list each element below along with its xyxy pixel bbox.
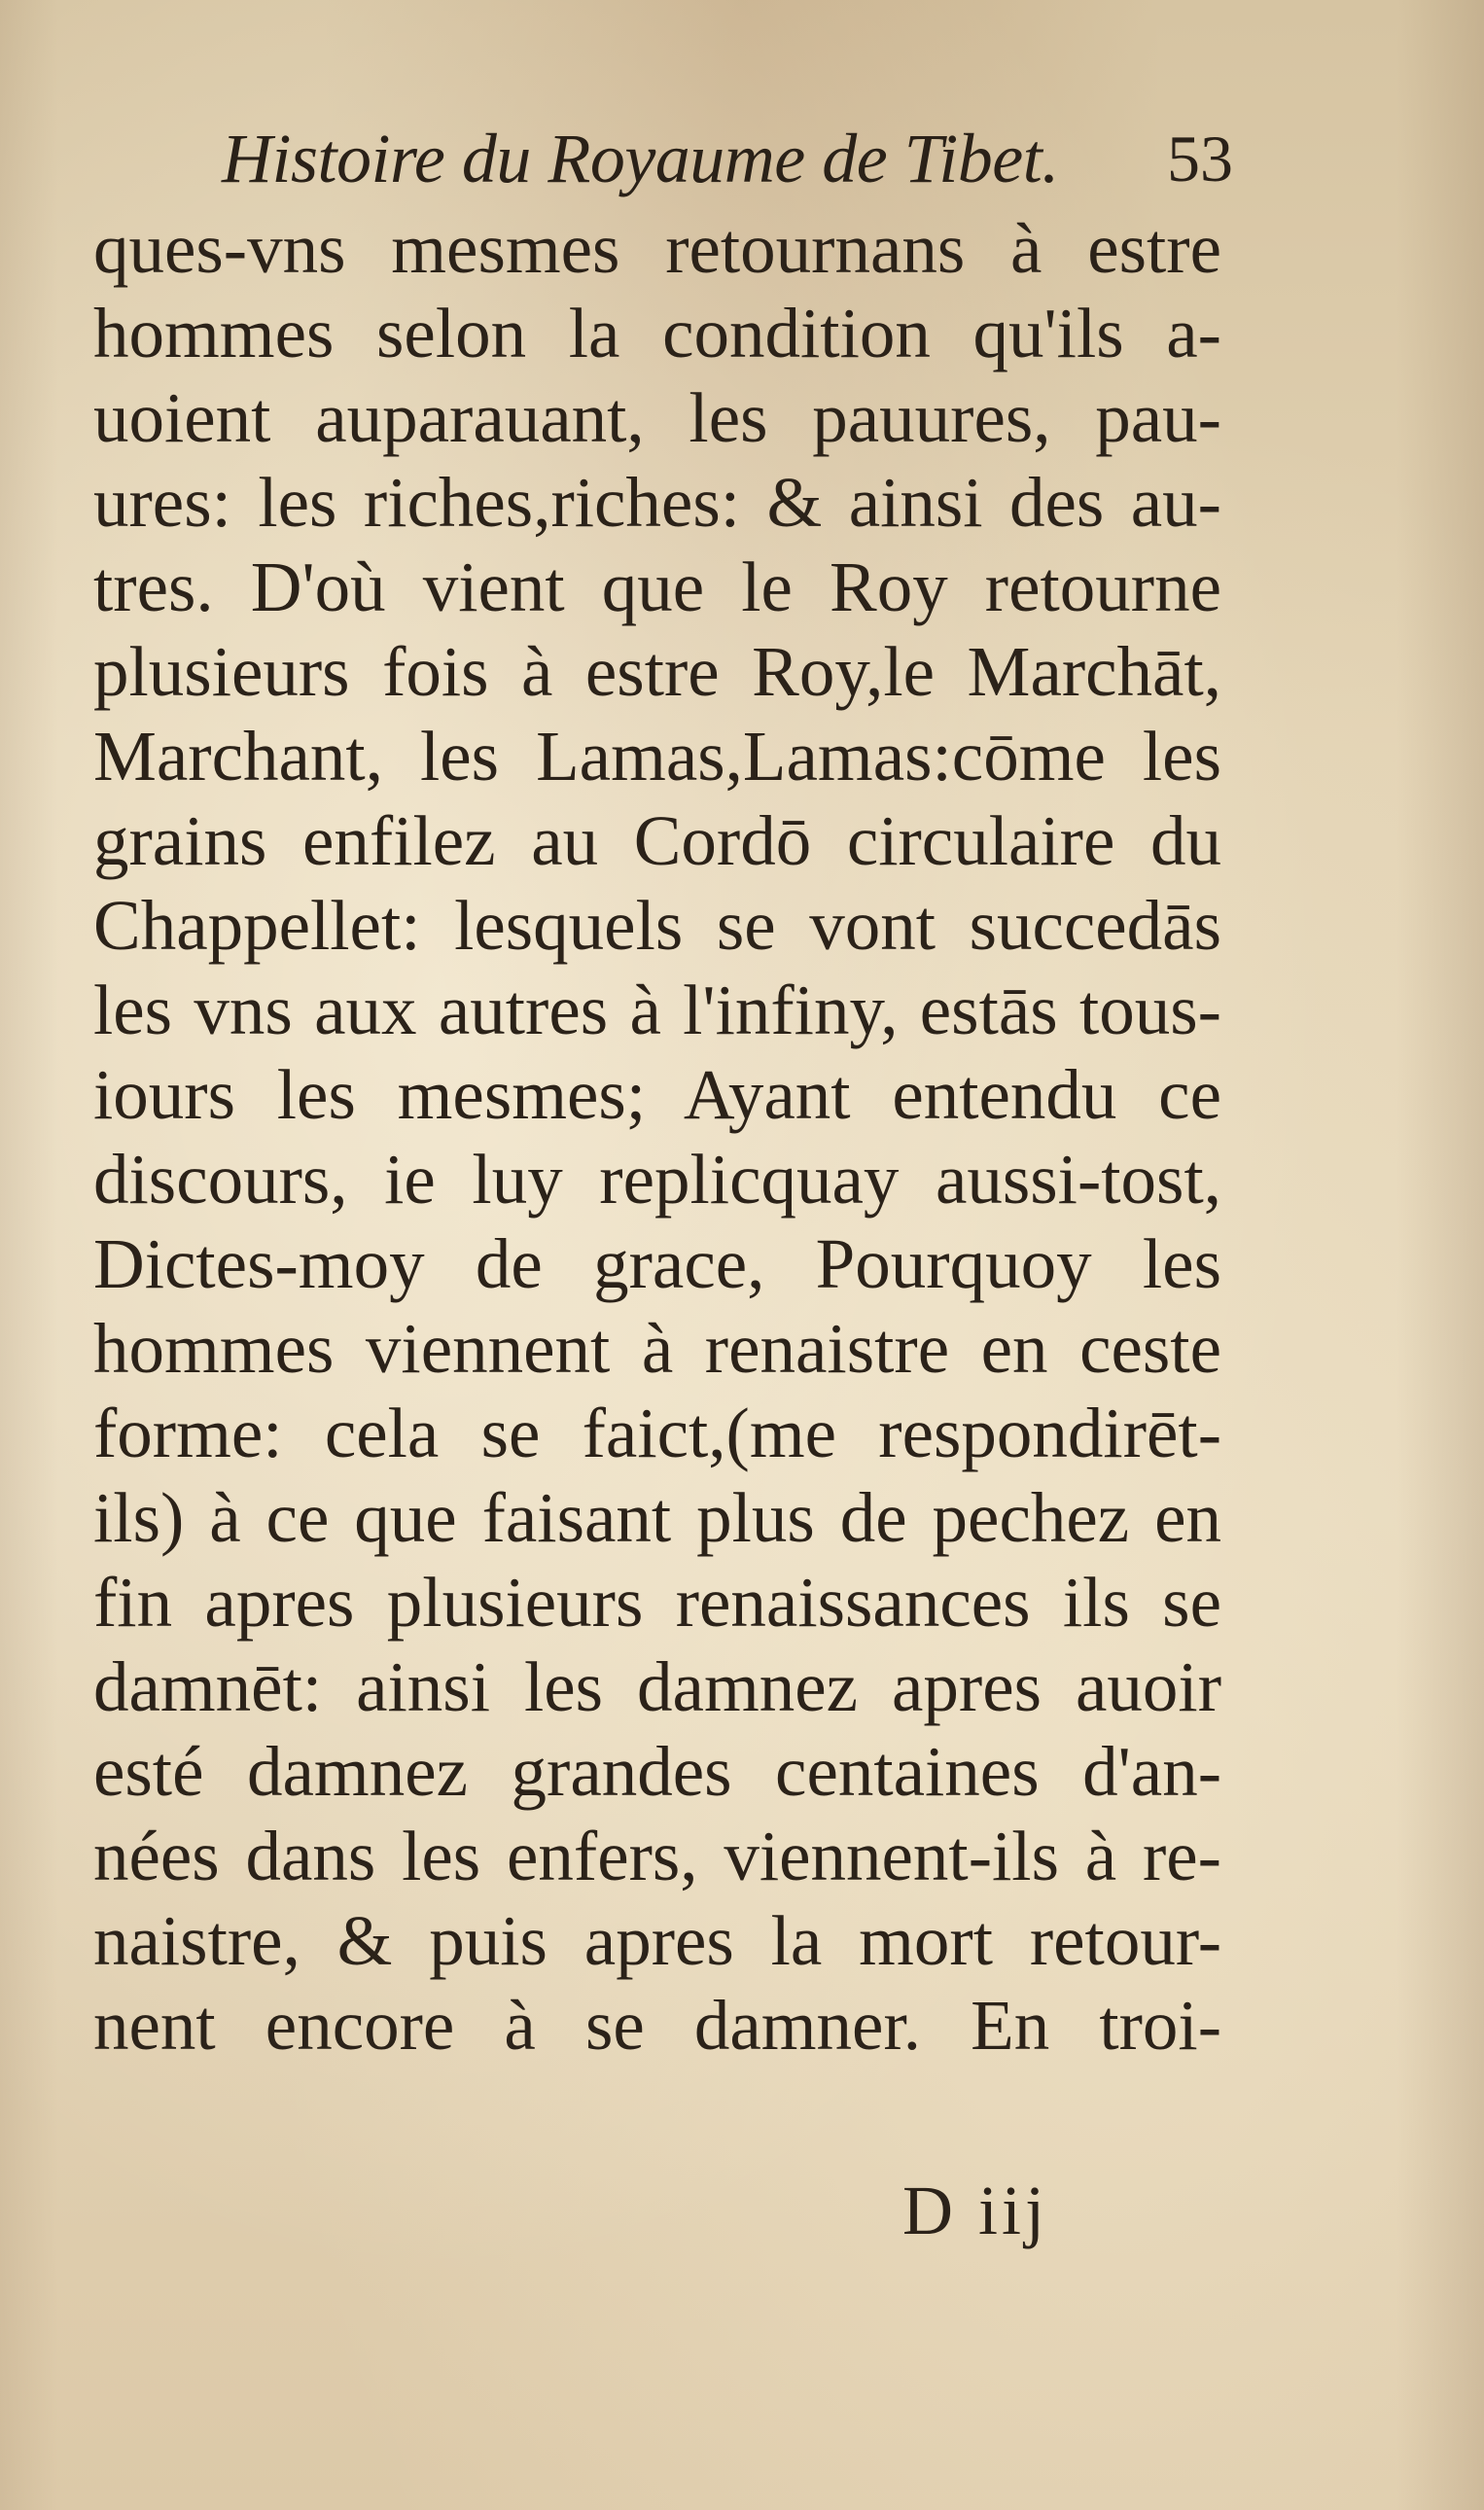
text-line: naistre, & puis apres la mort retour- (93, 1901, 1221, 1980)
text-line: Marchant, les Lamas,Lamas:cōme les (93, 717, 1221, 795)
text-line: nées dans les enfers, viennent-ils à re- (93, 1817, 1221, 1895)
text-line: ures: les riches,riches: & ainsi des au- (93, 463, 1221, 542)
text-line: les vns aux autres à l'infiny, estās tous- (93, 971, 1221, 1049)
text-line: hommes selon la condition qu'ils a- (93, 294, 1221, 372)
text-line: esté damnez grandes centaines d'an- (93, 1732, 1221, 1811)
text-line: damnēt: ainsi les damnez apres auoir (93, 1647, 1221, 1726)
text-line: discours, ie luy replicquay aussi-tost, (93, 1140, 1221, 1219)
signature-mark: D iij (902, 2172, 1049, 2249)
text-line: tres. D'où vient que le Roy retourne (93, 548, 1221, 626)
text-line: iours les mesmes; Ayant entendu ce (93, 1055, 1221, 1134)
text-line: ils) à ce que faisant plus de pechez en (93, 1478, 1221, 1557)
running-title: Histoire du Royaume de Tibet. (222, 120, 1059, 197)
text-line: plusieurs fois à estre Roy,le Marchāt, (93, 632, 1221, 711)
text-line: nent encore à se damner. En troi- (93, 1986, 1221, 2065)
text-line: forme: cela se faict,(me respondirēt- (93, 1394, 1221, 1472)
page-number: 53 (1167, 122, 1233, 195)
text-line: ques-vns mesmes retournans à estre (93, 209, 1221, 288)
text-line: Chappellet: lesquels se vont succedās (93, 886, 1221, 965)
text-line: Dictes-moy de grace, Pourquoy les (93, 1224, 1221, 1303)
body-text (93, 206, 1221, 2068)
right-edge-shading (1396, 0, 1484, 2510)
text-line: hommes viennent à renaistre en ceste (93, 1309, 1221, 1388)
left-edge-shading (0, 0, 58, 2510)
text-line: grains enfilez au Cordō circulaire du (93, 801, 1221, 880)
running-head (222, 115, 1233, 202)
text-line: uoient auparauant, les pauures, pau- (93, 378, 1221, 457)
text-line: fin apres plusieurs renaissances ils se (93, 1563, 1221, 1642)
